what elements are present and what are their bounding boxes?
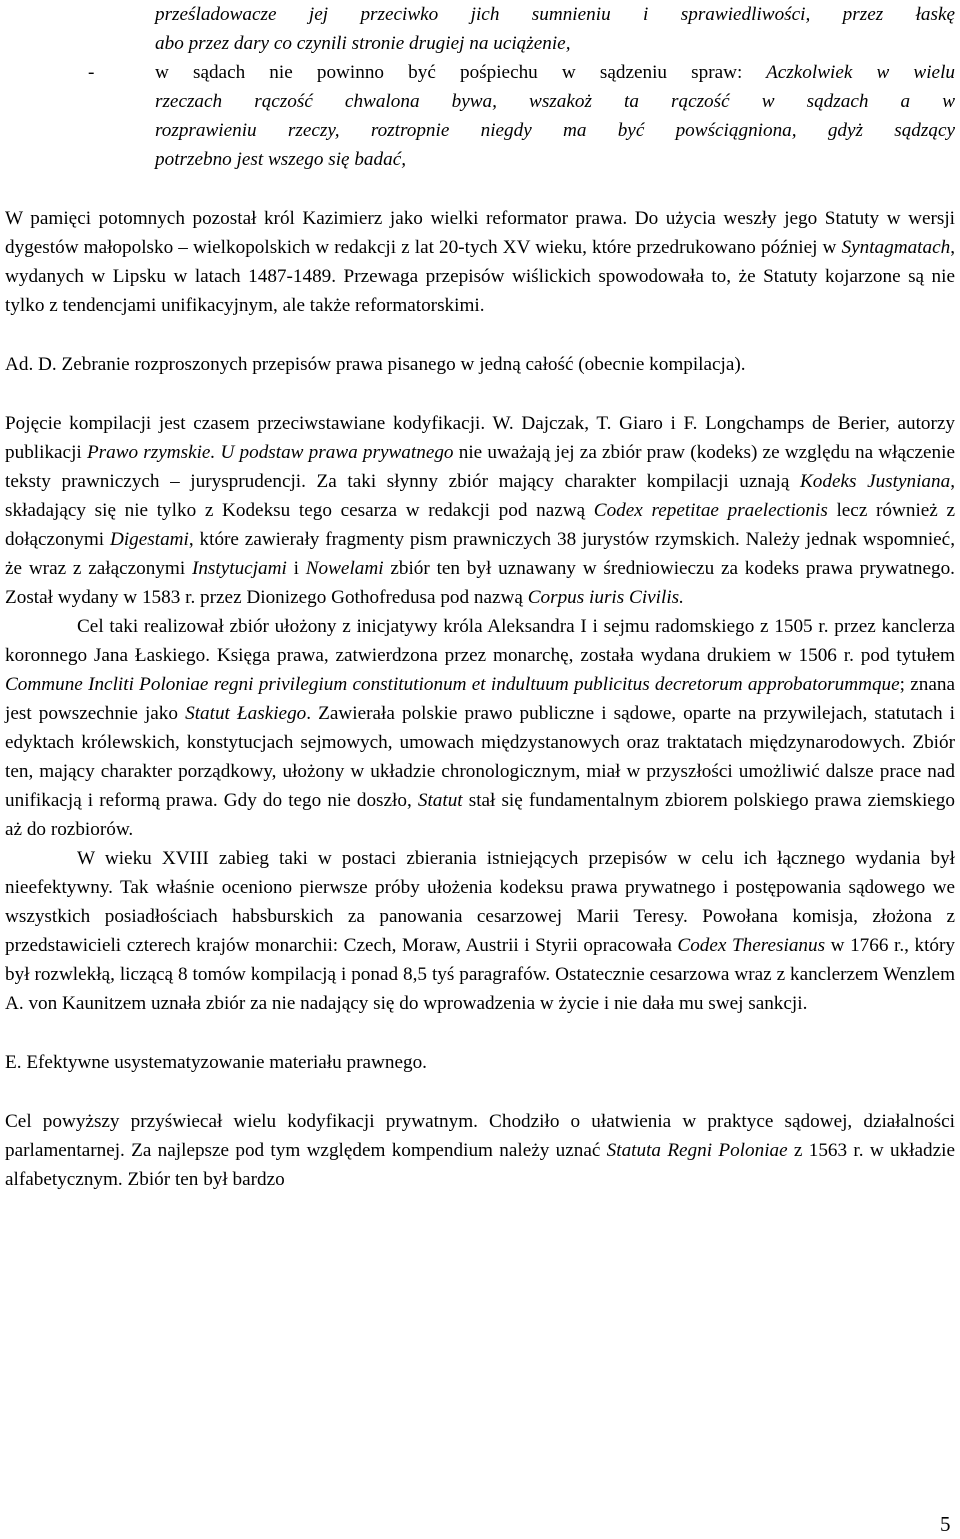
quote-line-4: rzeczach rączość chwalona bywa, wszakoż ta rączość w sądzach a w	[155, 91, 955, 112]
paragraph-laski: Cel taki realizował zbiór ułożony z inicjatywy króla Aleksandra I i sejmu radomskiego z 1505 r. przez kanclerza koronnego Jana Łaskiego. Księga prawa, zatwierdzona przez monarchę, została wydana drukiem w 1506 r. pod tytułem Commune Incliti Poloniae regni privilegium constitutionum et indultuum publicitus decretorum approbatorummque; znana jest powszechnie jako Statut Łaskiego. Zawierała polskie prawo publiczne i sądowe, oparte na przywilejach, statutach i edyktach królewskich, konstytucjach sejmowych, umowach międzystanowych oraz traktatach międzynarodowych. Zbiór ten, mający charakter porządkowy, ułożony w układzie chronologicznym, miał w przyszłości umożliwić dalsze prace nad unifikacją i reformą prawa. Gdy do tego nie doszło, Statut stał się fundamentalnym zbiorem polskiego prawa ziemskiego aż do rozbiorów.	[5, 616, 955, 840]
page-number: 5	[940, 1512, 951, 1536]
quote-line-5: rozprawieniu rzeczy, roztropnie niegdy ma być powściągniona, gdyż sądzący	[155, 120, 955, 141]
paragraph-kompilacja: Pojęcie kompilacji jest czasem przeciwstawiane kodyfikacji. W. Dajczak, T. Giaro i F. Longchamps de Berier, autorzy publikacji Prawo rzymskie. U podstaw prawa prywatnego nie uważają jej za zbiór praw (kodeks) ze względu na włączenie teksty prawniczych – jurysprudencji. Za taki słynny zbiór mający charakter kompilacji uznają Kodeks Justyniana, składający się nie tylko z Kodeksu tego cesarza w redakcji pod nazwą Codex repetitae praelectionis lecz również z dołączonymi Digestami, które zawierały fragmenty pism prawniczych 38 jurystów rzymskich. Należy jednak wspomnieć, że wraz z załączonymi Instytucjami i Nowelami zbiór ten był uznawany w średniowieczu za kodeks prawa prywatnego. Został wydany w 1583 r. przez Dionizego Gothofredusa pod nazwą Corpus iuris Civilis.	[5, 413, 956, 608]
paragraph-statuta: Cel powyższy przyświecał wielu kodyfikacji prywatnym. Chodziło o ułatwienia w praktyce sądowej, działalności parlamentarnej. Za najlepsze pod tym względem kompendium należy uznać Statuta Regni Poloniae z 1563 r. w układzie alfabetycznym. Zbiór ten był bardzo	[5, 1111, 955, 1190]
paragraph-xviii-wiek: W wieku XVIII zabieg taki w postaci zbierania istniejących przepisów w celu ich łącznego wydania był nieefektywny. Tak właśnie oceniono pierwsze próby ułożenia kodeksu prawa prywatnego i postępowania sądowego we wszystkich posiadłościach habsburskich za panowania cesarzowej Marii Teresy. Powołana komisja, złożona z przedstawicieli czterech krajów monarchii: Czech, Moraw, Austrii i Styrii opracowała Codex Theresianus w 1766 r., który był rozwlekłą, liczącą 8 tomów kompilacją i ponad 8,5 tyś paragrafów. Ostatecznie cesarzowa wraz z kanclerzem Wenzlem A. von Kaunitzem uznała zbiór za nie nadający się do wprowadzenia w życie i nie dała mu swej sankcji.	[5, 848, 955, 1014]
quote-block	[5, 0, 955, 174]
quote-line-2: abo przez dary co czynili stronie drugiej na uciążenie,	[155, 33, 571, 54]
quote-line-1: prześladowacze jej przeciwko jich sumnieniu i sprawiedliwości, przez łaskę	[155, 4, 955, 25]
section-heading-ad-d: Ad. D. Zebranie rozproszonych przepisów prawa pisanego w jedną całość (obecnie kompilacja).	[5, 354, 746, 375]
quote-line-3: - w sądach nie powinno być pośpiechu w sądzeniu spraw: Aczkolwiek w wielu	[155, 58, 955, 87]
section-heading-e: E. Efektywne usystematyzowanie materiału prawnego.	[5, 1052, 427, 1073]
list-dash: -	[88, 62, 95, 83]
paragraph-kazimierz: W pamięci potomnych pozostał król Kazimierz jako wielki reformator prawa. Do użycia weszły jego Statuty w wersji dygestów małopolsko – wielkopolskich w redakcji z lat 20-tych XV wieku, które przedrukowano później w Syntagmatach, wydanych w Lipsku w latach 1487-1489. Przewaga przepisów wiślickich spowodowała to, że Statuty kojarzone są nie tylko z tendencjami unifikacyjnym, ale także reformatorskimi.	[5, 208, 955, 316]
document-page	[5, 0, 955, 1194]
quote-line-6: potrzebno jest wszego się badać,	[155, 149, 407, 170]
